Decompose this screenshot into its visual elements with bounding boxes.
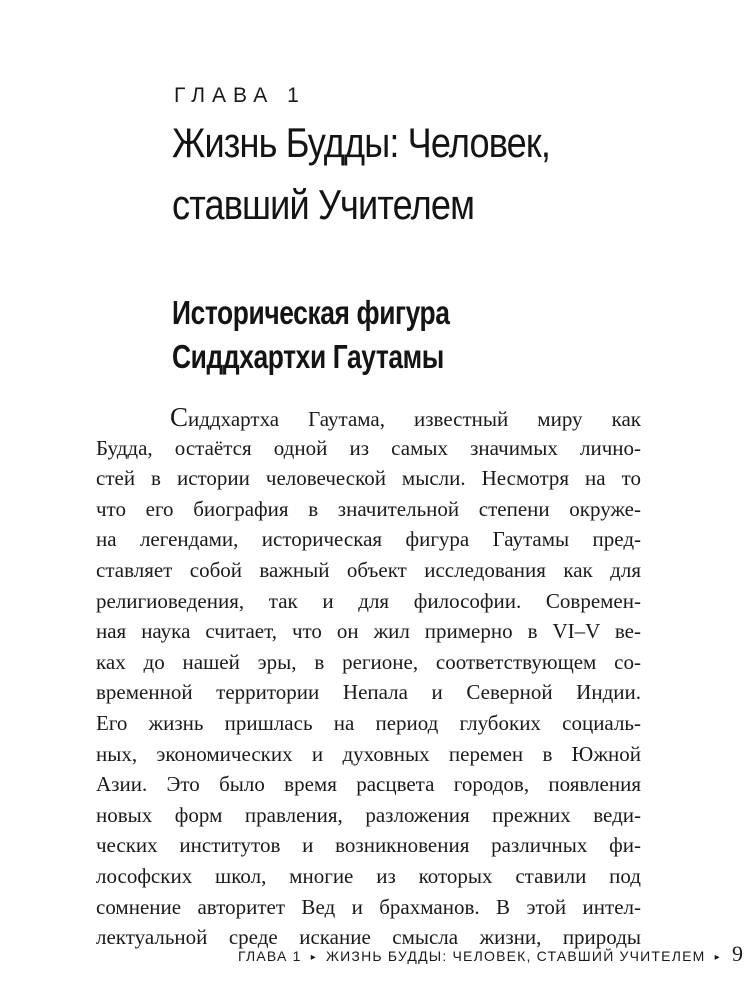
drop-cap-letter: С [170, 402, 189, 432]
footer-chapter-label: ГЛАВА 1 [238, 948, 302, 964]
text-line: ставляет собой важный объект исследования как для [96, 557, 641, 582]
text-line: на легендами, историческая фигура Гаутамы пред- [96, 527, 641, 552]
text-line: лектуальной среде искание смысла жизни, природы [96, 925, 641, 950]
body-paragraph [96, 402, 641, 953]
text-line: ных, экономических и духовных перемен в Южной [96, 741, 641, 766]
section-heading [172, 291, 588, 379]
text-line: ческих институтов и возникновения различных фи- [96, 833, 641, 858]
separator-arrow-icon: ▸ [714, 952, 721, 963]
text-line: сомнение авторитет Вед и брахманов. В этой интел- [96, 894, 641, 919]
text-line: временной территории Непала и Северной Индии. [96, 680, 641, 705]
text-line: стей в истории человеческой мысли. Несмотря на то [96, 466, 641, 491]
text-line: религиоведения, так и для философии. Современ- [96, 588, 641, 613]
chapter-label: ГЛАВА 1 [174, 84, 306, 107]
page-number: 9 [731, 941, 743, 966]
footer-running-title: ЖИЗНЬ БУДДЫ: ЧЕЛОВЕК, СТАВШИЙ УЧИТЕЛЕМ [326, 948, 706, 964]
text-line: ках до нашей эры, в регионе, соответствующем со- [96, 649, 641, 674]
chapter-title-line: ставший Учителем [172, 181, 475, 228]
text-line [96, 402, 641, 433]
text-line: Будда, остаётся одной из самых значимых лично- [96, 435, 641, 460]
running-footer [238, 941, 743, 967]
text-line: ная наука считает, что он жил примерно в VI–V ве- [96, 619, 641, 644]
text-line: Азии. Это было время расцвета городов, появления [96, 772, 641, 797]
separator-arrow-icon: ▸ [310, 952, 317, 963]
text-line-content: иддхартха Гаутама, известный миру как [188, 407, 641, 431]
text-line: Его жизнь пришлась на период глубоких социаль- [96, 710, 641, 735]
section-heading-line: Сиддхартхи Гаутамы [172, 338, 444, 375]
text-line: новых форм правления, разложения прежних веди- [96, 802, 641, 827]
section-heading-line: Историческая фигура [172, 294, 450, 331]
chapter-title-line: Жизнь Будды: Человек, [172, 119, 551, 166]
text-line: лософских школ, многие из которых ставили под [96, 863, 641, 888]
chapter-title [172, 112, 619, 236]
text-line: что его биография в значительной степени окруже- [96, 496, 641, 521]
